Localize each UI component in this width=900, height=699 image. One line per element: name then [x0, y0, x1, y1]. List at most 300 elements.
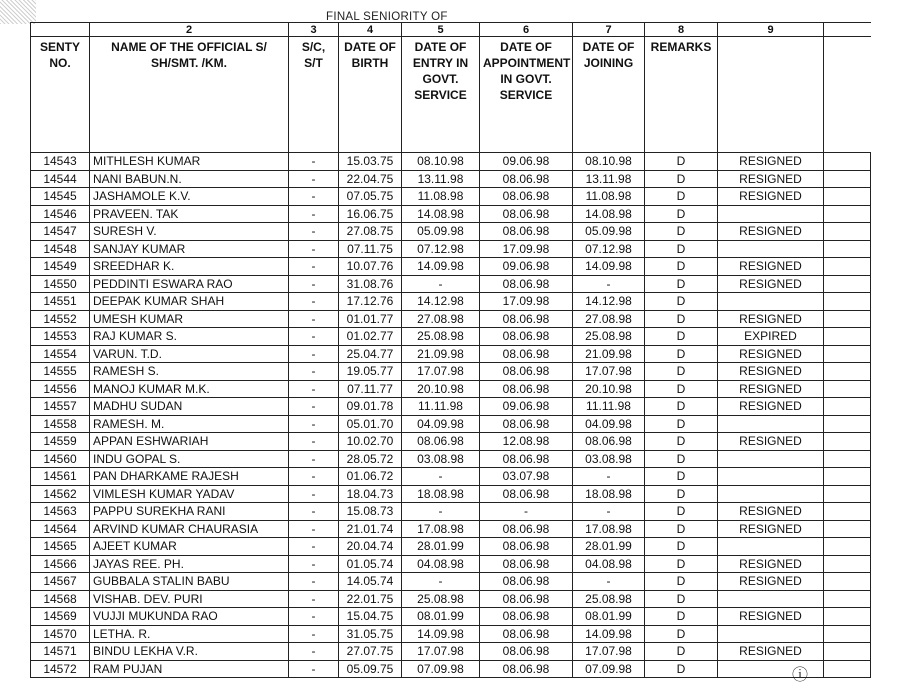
date-of-joining-cell: 27.08.98 [573, 310, 645, 328]
date-of-entry-cell: 17.07.98 [402, 363, 480, 381]
category-cell: - [289, 503, 339, 521]
seniority-no-cell: 14551 [31, 293, 90, 311]
date-of-appointment-cell: 17.09.98 [480, 240, 573, 258]
official-name-cell: PRAVEEN. TAK [90, 205, 289, 223]
table-row [31, 520, 871, 538]
date-of-entry-cell: 25.08.98 [402, 328, 480, 346]
blank-cell [824, 643, 871, 661]
handwritten-mark: ⓘ [792, 667, 809, 684]
date-of-joining-cell: 14.08.98 [573, 205, 645, 223]
date-of-birth-cell: 16.06.75 [339, 205, 402, 223]
date-of-joining-cell: - [573, 468, 645, 486]
category-cell: - [289, 433, 339, 451]
date-of-birth-cell: 07.11.77 [339, 380, 402, 398]
date-of-birth-cell: 22.01.75 [339, 590, 402, 608]
status-note-cell: EXPIRED [718, 328, 824, 346]
status-note-cell [718, 625, 824, 643]
column-number: 5 [402, 23, 480, 37]
table-row [31, 205, 871, 223]
date-of-entry-cell: 14.09.98 [402, 625, 480, 643]
official-name-cell: VISHAB. DEV. PURI [90, 590, 289, 608]
remarks-cell: D [645, 363, 718, 381]
status-note-cell: RESIGNED [718, 223, 824, 241]
official-name-cell: RAM PUJAN [90, 660, 289, 678]
remarks-cell: D [645, 555, 718, 573]
remarks-cell: D [645, 643, 718, 661]
date-of-joining-cell: 25.08.98 [573, 328, 645, 346]
table-row [31, 433, 871, 451]
category-cell: - [289, 275, 339, 293]
blank-cell [824, 275, 871, 293]
seniority-no-cell: 14552 [31, 310, 90, 328]
remarks-cell: D [645, 520, 718, 538]
date-of-entry-cell: 04.08.98 [402, 555, 480, 573]
category-cell: - [289, 223, 339, 241]
date-of-entry-cell: - [402, 275, 480, 293]
date-of-appointment-cell: 08.06.98 [480, 555, 573, 573]
official-name-cell: SURESH V. [90, 223, 289, 241]
category-cell: - [289, 363, 339, 381]
date-of-appointment-cell: 03.07.98 [480, 468, 573, 486]
blank-cell [824, 608, 871, 626]
header-blank [824, 37, 871, 153]
table-row [31, 380, 871, 398]
category-cell: - [289, 240, 339, 258]
official-name-cell: PAN DHARKAME RAJESH [90, 468, 289, 486]
date-of-appointment-cell: 08.06.98 [480, 538, 573, 556]
remarks-cell: D [645, 660, 718, 678]
status-note-cell [718, 205, 824, 223]
blank-cell [824, 188, 871, 206]
category-cell: - [289, 555, 339, 573]
official-name-cell: RAMESH S. [90, 363, 289, 381]
table-row [31, 450, 871, 468]
official-name-cell: DEEPAK KUMAR SHAH [90, 293, 289, 311]
header-row [31, 37, 871, 153]
date-of-appointment-cell: 12.08.98 [480, 433, 573, 451]
date-of-birth-cell: 15.08.73 [339, 503, 402, 521]
blank-cell [824, 573, 871, 591]
date-of-joining-cell: 14.09.98 [573, 258, 645, 276]
header-date-of-joining: DATE OF JOINING [573, 37, 645, 153]
status-note-cell [718, 240, 824, 258]
date-of-joining-cell: 17.07.98 [573, 363, 645, 381]
date-of-birth-cell: 15.04.75 [339, 608, 402, 626]
header-date-of-birth: DATE OF BIRTH [339, 37, 402, 153]
blank-cell [824, 398, 871, 416]
seniority-no-cell: 14560 [31, 450, 90, 468]
table-row [31, 345, 871, 363]
category-cell: - [289, 205, 339, 223]
date-of-joining-cell: - [573, 503, 645, 521]
status-note-cell: RESIGNED [718, 433, 824, 451]
date-of-appointment-cell: 08.06.98 [480, 660, 573, 678]
seniority-no-cell: 14555 [31, 363, 90, 381]
category-cell: - [289, 538, 339, 556]
category-cell: - [289, 573, 339, 591]
seniority-no-cell: 14554 [31, 345, 90, 363]
official-name-cell: RAMESH. M. [90, 415, 289, 433]
blank-cell [824, 345, 871, 363]
date-of-birth-cell: 01.06.72 [339, 468, 402, 486]
date-of-birth-cell: 07.05.75 [339, 188, 402, 206]
column-number-row [31, 23, 871, 37]
remarks-cell: D [645, 573, 718, 591]
seniority-no-cell: 14546 [31, 205, 90, 223]
table-row [31, 310, 871, 328]
date-of-appointment-cell: 08.06.98 [480, 573, 573, 591]
remarks-cell: D [645, 468, 718, 486]
column-number: 8 [645, 23, 718, 37]
date-of-birth-cell: 05.09.75 [339, 660, 402, 678]
blank-cell [824, 310, 871, 328]
status-note-cell: RESIGNED [718, 275, 824, 293]
table-row [31, 468, 871, 486]
category-cell: - [289, 153, 339, 171]
status-note-cell [718, 538, 824, 556]
remarks-cell: D [645, 433, 718, 451]
remarks-cell: D [645, 590, 718, 608]
status-note-cell: RESIGNED [718, 345, 824, 363]
date-of-joining-cell: - [573, 275, 645, 293]
status-note-cell: RESIGNED [718, 573, 824, 591]
remarks-cell: D [645, 293, 718, 311]
date-of-joining-cell: 11.08.98 [573, 188, 645, 206]
header-category: S/C, S/T [289, 37, 339, 153]
table-row [31, 590, 871, 608]
date-of-joining-cell: 18.08.98 [573, 485, 645, 503]
seniority-no-cell: 14571 [31, 643, 90, 661]
category-cell: - [289, 258, 339, 276]
date-of-entry-cell: 20.10.98 [402, 380, 480, 398]
blank-cell [824, 433, 871, 451]
official-name-cell: RAJ KUMAR S. [90, 328, 289, 346]
date-of-appointment-cell: 08.06.98 [480, 363, 573, 381]
official-name-cell: UMESH KUMAR [90, 310, 289, 328]
blank-cell [824, 223, 871, 241]
date-of-birth-cell: 19.05.77 [339, 363, 402, 381]
date-of-entry-cell: 18.08.98 [402, 485, 480, 503]
category-cell: - [289, 608, 339, 626]
official-name-cell: INDU GOPAL S. [90, 450, 289, 468]
date-of-birth-cell: 01.05.74 [339, 555, 402, 573]
date-of-birth-cell: 21.01.74 [339, 520, 402, 538]
remarks-cell: D [645, 275, 718, 293]
seniority-no-cell: 14569 [31, 608, 90, 626]
date-of-appointment-cell: 08.06.98 [480, 328, 573, 346]
date-of-joining-cell: 08.06.98 [573, 433, 645, 451]
date-of-joining-cell: 21.09.98 [573, 345, 645, 363]
official-name-cell: LETHA. R. [90, 625, 289, 643]
category-cell: - [289, 310, 339, 328]
category-cell: - [289, 170, 339, 188]
date-of-appointment-cell: 08.06.98 [480, 170, 573, 188]
table-row [31, 275, 871, 293]
column-number: 2 [90, 23, 289, 37]
date-of-birth-cell: 27.07.75 [339, 643, 402, 661]
date-of-entry-cell: 08.01.99 [402, 608, 480, 626]
date-of-entry-cell: 11.11.98 [402, 398, 480, 416]
category-cell: - [289, 398, 339, 416]
official-name-cell: VARUN. T.D. [90, 345, 289, 363]
blank-cell [824, 170, 871, 188]
date-of-entry-cell: 04.09.98 [402, 415, 480, 433]
column-number: 9 [718, 23, 824, 37]
seniority-no-cell: 14548 [31, 240, 90, 258]
date-of-birth-cell: 20.04.74 [339, 538, 402, 556]
category-cell: - [289, 520, 339, 538]
blank-cell [824, 293, 871, 311]
seniority-no-cell: 14543 [31, 153, 90, 171]
remarks-cell: D [645, 380, 718, 398]
seniority-no-cell: 14544 [31, 170, 90, 188]
table-row [31, 188, 871, 206]
status-note-cell: RESIGNED [718, 520, 824, 538]
date-of-entry-cell: 28.01.99 [402, 538, 480, 556]
blank-cell [824, 520, 871, 538]
blank-cell [824, 538, 871, 556]
table-row [31, 485, 871, 503]
status-note-cell: RESIGNED [718, 555, 824, 573]
seniority-no-cell: 14559 [31, 433, 90, 451]
table-row [31, 258, 871, 276]
official-name-cell: MADHU SUDAN [90, 398, 289, 416]
date-of-appointment-cell: 08.06.98 [480, 188, 573, 206]
blank-cell [824, 590, 871, 608]
date-of-joining-cell: 17.07.98 [573, 643, 645, 661]
blank-cell [824, 380, 871, 398]
table-row [31, 608, 871, 626]
date-of-entry-cell: 03.08.98 [402, 450, 480, 468]
date-of-birth-cell: 18.04.73 [339, 485, 402, 503]
date-of-appointment-cell: 09.06.98 [480, 258, 573, 276]
date-of-joining-cell: 03.08.98 [573, 450, 645, 468]
date-of-birth-cell: 01.02.77 [339, 328, 402, 346]
date-of-appointment-cell: 08.06.98 [480, 275, 573, 293]
table-row [31, 328, 871, 346]
official-name-cell: SANJAY KUMAR [90, 240, 289, 258]
table-row [31, 240, 871, 258]
header-notes [718, 37, 824, 153]
date-of-entry-cell: 07.09.98 [402, 660, 480, 678]
date-of-joining-cell: 07.12.98 [573, 240, 645, 258]
seniority-no-cell: 14567 [31, 573, 90, 591]
seniority-no-cell: 14549 [31, 258, 90, 276]
status-note-cell: RESIGNED [718, 398, 824, 416]
seniority-no-cell: 14564 [31, 520, 90, 538]
date-of-entry-cell: 07.12.98 [402, 240, 480, 258]
seniority-no-cell: 14550 [31, 275, 90, 293]
remarks-cell: D [645, 450, 718, 468]
status-note-cell [718, 485, 824, 503]
official-name-cell: PEDDINTI ESWARA RAO [90, 275, 289, 293]
date-of-appointment-cell: 09.06.98 [480, 398, 573, 416]
remarks-cell: D [645, 398, 718, 416]
date-of-joining-cell: 28.01.99 [573, 538, 645, 556]
scan-smudge [0, 0, 36, 24]
date-of-birth-cell: 17.12.76 [339, 293, 402, 311]
official-name-cell: BINDU LEKHA V.R. [90, 643, 289, 661]
blank-cell [824, 660, 871, 678]
remarks-cell: D [645, 258, 718, 276]
category-cell: - [289, 380, 339, 398]
official-name-cell: PAPPU SUREKHA RANI [90, 503, 289, 521]
date-of-joining-cell: 05.09.98 [573, 223, 645, 241]
blank-cell [824, 485, 871, 503]
remarks-cell: D [645, 310, 718, 328]
official-name-cell: APPAN ESHWARIAH [90, 433, 289, 451]
date-of-appointment-cell: 08.06.98 [480, 625, 573, 643]
date-of-appointment-cell: 08.06.98 [480, 608, 573, 626]
official-name-cell: GUBBALA STALIN BABU [90, 573, 289, 591]
status-note-cell: RESIGNED [718, 503, 824, 521]
column-number: 7 [573, 23, 645, 37]
status-note-cell: RESIGNED [718, 363, 824, 381]
date-of-appointment-cell: 08.06.98 [480, 223, 573, 241]
blank-cell [824, 415, 871, 433]
table-row [31, 398, 871, 416]
blank-cell [824, 555, 871, 573]
table-row [31, 555, 871, 573]
date-of-appointment-cell: 17.09.98 [480, 293, 573, 311]
status-note-cell [718, 293, 824, 311]
category-cell: - [289, 188, 339, 206]
date-of-entry-cell: 25.08.98 [402, 590, 480, 608]
column-number: 3 [289, 23, 339, 37]
status-note-cell: RESIGNED [718, 310, 824, 328]
seniority-no-cell: 14545 [31, 188, 90, 206]
column-number: 6 [480, 23, 573, 37]
date-of-birth-cell: 15.03.75 [339, 153, 402, 171]
date-of-birth-cell: 31.05.75 [339, 625, 402, 643]
date-of-appointment-cell: - [480, 503, 573, 521]
date-of-birth-cell: 05.01.70 [339, 415, 402, 433]
official-name-cell: JASHAMOLE K.V. [90, 188, 289, 206]
document-title: FINAL SENIORITY OF [326, 11, 448, 23]
remarks-cell: D [645, 415, 718, 433]
blank-cell [824, 503, 871, 521]
seniority-no-cell: 14562 [31, 485, 90, 503]
date-of-entry-cell: 17.08.98 [402, 520, 480, 538]
table-row [31, 660, 871, 678]
date-of-appointment-cell: 08.06.98 [480, 590, 573, 608]
official-name-cell: VUJJI MUKUNDA RAO [90, 608, 289, 626]
status-note-cell: RESIGNED [718, 380, 824, 398]
date-of-entry-cell: - [402, 503, 480, 521]
header-date-of-entry: DATE OF ENTRY IN GOVT. SERVICE [402, 37, 480, 153]
remarks-cell: D [645, 625, 718, 643]
date-of-birth-cell: 31.08.76 [339, 275, 402, 293]
date-of-entry-cell: 14.08.98 [402, 205, 480, 223]
date-of-entry-cell: - [402, 573, 480, 591]
remarks-cell: D [645, 240, 718, 258]
date-of-joining-cell: 13.11.98 [573, 170, 645, 188]
official-name-cell: NANI BABUN.N. [90, 170, 289, 188]
remarks-cell: D [645, 503, 718, 521]
date-of-entry-cell: 11.08.98 [402, 188, 480, 206]
date-of-birth-cell: 07.11.75 [339, 240, 402, 258]
remarks-cell: D [645, 223, 718, 241]
date-of-appointment-cell: 08.06.98 [480, 310, 573, 328]
seniority-no-cell: 14553 [31, 328, 90, 346]
remarks-cell: D [645, 538, 718, 556]
column-number [824, 23, 871, 37]
date-of-appointment-cell: 08.06.98 [480, 643, 573, 661]
remarks-cell: D [645, 170, 718, 188]
table-row [31, 223, 871, 241]
category-cell: - [289, 415, 339, 433]
seniority-no-cell: 14570 [31, 625, 90, 643]
seniority-no-cell: 14561 [31, 468, 90, 486]
date-of-appointment-cell: 09.06.98 [480, 153, 573, 171]
category-cell: - [289, 660, 339, 678]
table-row [31, 153, 871, 171]
remarks-cell: D [645, 205, 718, 223]
blank-cell [824, 258, 871, 276]
date-of-entry-cell: 08.06.98 [402, 433, 480, 451]
remarks-cell: D [645, 153, 718, 171]
date-of-appointment-cell: 08.06.98 [480, 485, 573, 503]
date-of-birth-cell: 01.01.77 [339, 310, 402, 328]
table-row [31, 363, 871, 381]
table-row [31, 538, 871, 556]
date-of-birth-cell: 14.05.74 [339, 573, 402, 591]
date-of-entry-cell: 13.11.98 [402, 170, 480, 188]
status-note-cell: RESIGNED [718, 608, 824, 626]
official-name-cell: MITHLESH KUMAR [90, 153, 289, 171]
date-of-appointment-cell: 08.06.98 [480, 450, 573, 468]
category-cell: - [289, 293, 339, 311]
blank-cell [824, 625, 871, 643]
blank-cell [824, 240, 871, 258]
blank-cell [824, 328, 871, 346]
date-of-joining-cell: 08.10.98 [573, 153, 645, 171]
table-row [31, 415, 871, 433]
table-row [31, 573, 871, 591]
remarks-cell: D [645, 188, 718, 206]
seniority-no-cell: 14563 [31, 503, 90, 521]
seniority-no-cell: 14547 [31, 223, 90, 241]
date-of-joining-cell: 11.11.98 [573, 398, 645, 416]
blank-cell [824, 363, 871, 381]
status-note-cell: RESIGNED [718, 153, 824, 171]
seniority-no-cell: 14568 [31, 590, 90, 608]
column-number: 4 [339, 23, 402, 37]
date-of-joining-cell: 14.12.98 [573, 293, 645, 311]
category-cell: - [289, 328, 339, 346]
date-of-entry-cell: 21.09.98 [402, 345, 480, 363]
date-of-entry-cell: - [402, 468, 480, 486]
remarks-cell: D [645, 608, 718, 626]
blank-cell [824, 450, 871, 468]
date-of-appointment-cell: 08.06.98 [480, 415, 573, 433]
blank-cell [824, 153, 871, 171]
status-note-cell: RESIGNED [718, 170, 824, 188]
date-of-birth-cell: 27.08.75 [339, 223, 402, 241]
status-note-cell: RESIGNED [718, 188, 824, 206]
category-cell: - [289, 643, 339, 661]
status-note-cell [718, 590, 824, 608]
seniority-no-cell: 14556 [31, 380, 90, 398]
date-of-joining-cell: 20.10.98 [573, 380, 645, 398]
remarks-cell: D [645, 328, 718, 346]
date-of-joining-cell: 04.09.98 [573, 415, 645, 433]
date-of-appointment-cell: 08.06.98 [480, 205, 573, 223]
table-body [31, 153, 871, 678]
header-official-name: NAME OF THE OFFICIAL S/ SH/SMT. /KM. [90, 37, 289, 153]
seniority-no-cell: 14572 [31, 660, 90, 678]
status-note-cell [718, 415, 824, 433]
